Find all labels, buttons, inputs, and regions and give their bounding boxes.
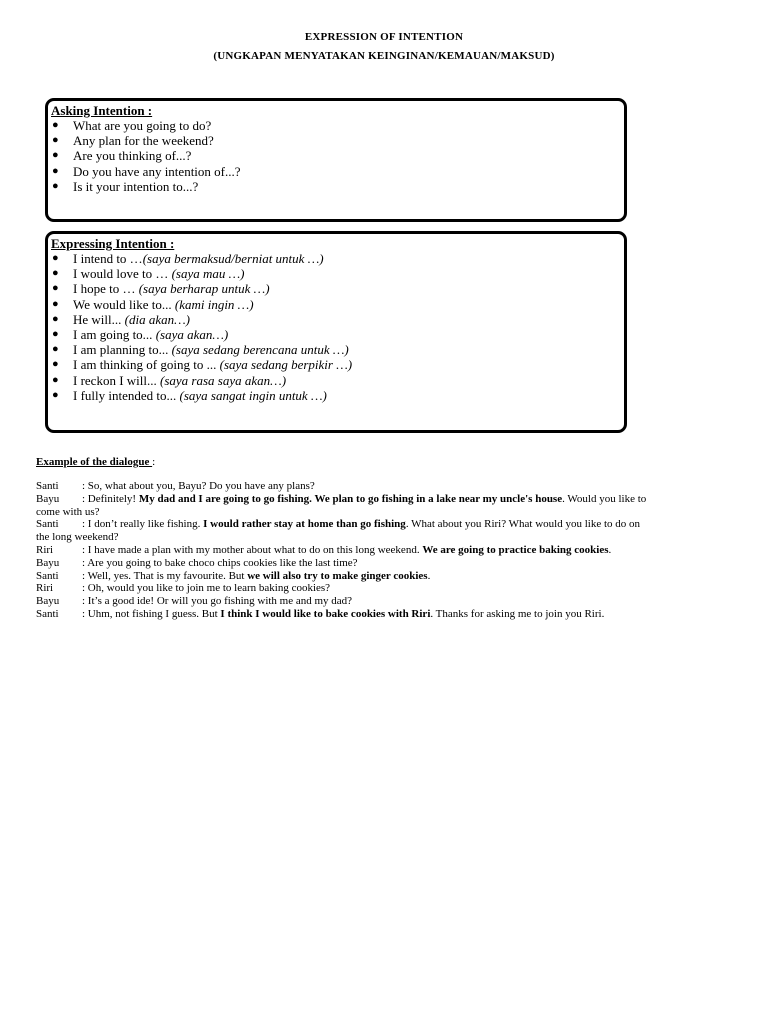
speaker-name: Bayu [36,595,60,608]
speaker-name: Riri [36,582,54,595]
speaker-name: Santi [36,569,59,582]
intention-phrase: I think I would like to bake cookies with Riri [220,607,431,620]
dialogue-line [36,480,736,493]
speaker-name: Santi [36,518,59,531]
bullet-icon: ● [52,358,59,371]
asking-intention-heading: Asking Intention : [51,103,153,118]
dialogue-text: : It’s a good ide! Or will you go fishing with me and my dad? [82,595,353,608]
dialogue-text: . [608,543,612,556]
list-item: ● I am thinking of going to ... (saya sedang berpikir …) [52,357,353,373]
dialogue-text-continued: come with us? [36,505,100,518]
expressing-intention-list [50,251,352,403]
expressing-intention-heading: Expressing Intention : [51,236,175,251]
bullet-icon: ● [52,134,59,147]
dialogue-text: : Well, yes. That is my favourite. But [82,569,248,582]
list-item: ● Any plan for the weekend? [52,133,214,149]
list-item: ● I fully intended to... (saya sangat ingin untuk …) [52,387,327,403]
dialogue-text: . What about you Riri? What would you like to do on [405,518,641,531]
dialogue-text: . Would you like to [562,492,647,505]
asking-intention-box [45,98,627,222]
dialogue-text: . [427,569,431,582]
dialogue-line [36,608,736,621]
dialogue-text-continued: the long weekend? [36,531,119,544]
bullet-icon: ● [52,267,59,280]
bullet-icon: ● [52,149,59,162]
expressing-intention-box [45,231,627,433]
dialogue-line [36,570,736,583]
dialogue-text: : I don’t really like fishing. [82,518,204,531]
bullet-icon: ● [52,164,59,177]
list-item: ● He will... (dia akan…) [52,311,190,327]
dialogue-text: : I have made a plan with my mother about what to do on this long weekend. [82,543,423,556]
bullet-icon: ● [52,119,59,131]
intention-phrase: we will also try to make ginger cookies [247,569,428,582]
dialogue-text: : Uhm, not fishing I guess. But [82,607,221,620]
bullet-icon: ● [52,282,59,295]
document-subtitle: (UNGKAPAN MENYATAKAN KEINGINAN/KEMAUAN/MAKSUD) [213,50,555,62]
dialogue-text: : Are you going to bake choco chips cookies like the last time? [82,556,358,569]
bullet-icon: ● [52,328,59,341]
list-item: ● I am planning to... (saya sedang berencana untuk …) [52,342,349,358]
list-item: ● I intend to …(saya bermaksud/berniat untuk …) [52,251,324,266]
intention-phrase: My dad and I are going to go fishing. We plan to go fishing in a lake near my uncle's house [138,492,563,505]
dialogue-line [36,582,736,595]
speaker-name: Santi [36,480,59,492]
dialogue-line [36,557,736,570]
dialogue-text: : Definitely! [82,492,139,505]
bullet-icon: ● [52,179,59,192]
bullet-icon: ● [52,388,59,401]
dialogue-text: : So, what about you, Bayu? Do you have any plans? [82,480,315,492]
intention-phrase: We are going to practice baking cookies [422,543,609,556]
speaker-name: Riri [36,543,54,556]
bullet-icon: ● [52,312,59,325]
list-item: ● What are you going to do? [52,118,212,133]
dialogue-line [36,595,736,608]
dialogue-line [36,544,736,557]
bullet-icon: ● [52,297,59,310]
example-dialogue-heading: Example of the dialogue : [36,456,156,468]
dialogue-text: : Oh, would you like to join me to learn baking cookies? [82,582,331,595]
list-item: ● Do you have any intention of...? [52,163,241,179]
list-item: ● Are you thinking of...? [52,148,192,164]
intention-phrase: I would rather stay at home than go fishing [203,518,406,531]
dialogue-text: . Thanks for asking me to join you Riri. [430,607,605,620]
document-title: EXPRESSION OF INTENTION [304,31,464,43]
list-item: ● I am going to... (saya akan…) [52,327,229,343]
bullet-icon: ● [52,373,59,386]
speaker-name: Bayu [36,492,60,505]
dialogue-line [36,518,736,544]
dialogue-line [36,493,736,519]
list-item: ● I hope to … (saya berharap untuk …) [52,281,270,297]
asking-intention-list [50,118,241,194]
bullet-icon: ● [52,252,59,264]
list-item: ● I would love to … (saya mau …) [52,266,245,282]
speaker-name: Bayu [36,556,60,569]
list-item: ● Is it your intention to...? [52,178,199,194]
bullet-icon: ● [52,343,59,356]
list-item: ● I reckon I will... (saya rasa saya akan…) [52,372,287,388]
speaker-name: Santi [36,607,59,620]
dialogue [36,480,736,621]
list-item: ● We would like to... (kami ingin …) [52,296,254,312]
